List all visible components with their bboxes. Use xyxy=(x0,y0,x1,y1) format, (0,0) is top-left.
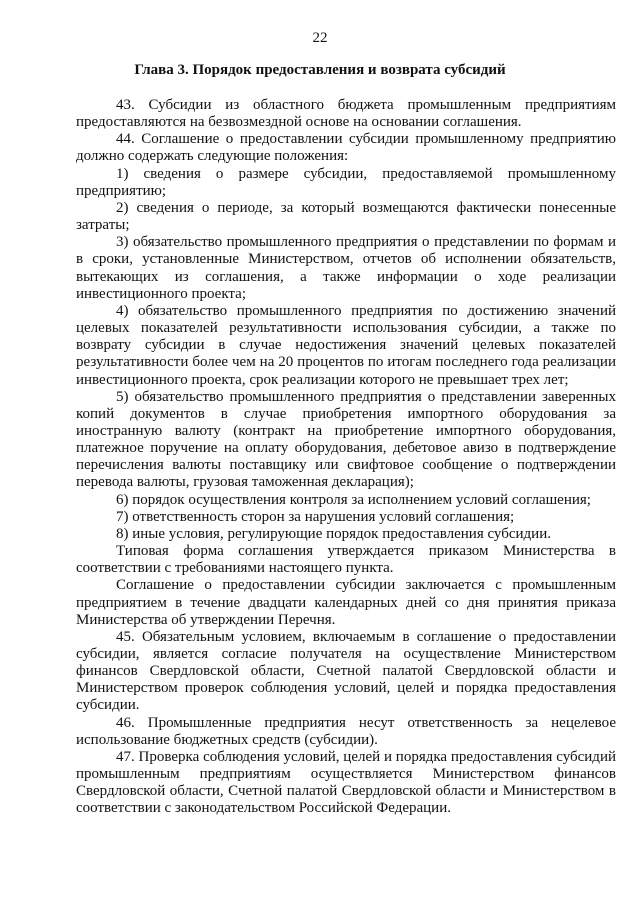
list-item-6: 6) порядок осуществления контроля за исполнением условий соглашения; xyxy=(116,491,591,508)
paragraph-agreement-term: Соглашение о предоставлении субсидии заключается с промышленным предприятием в течение двадцати календарных дней со дня принятия приказа Министерства об утверждении Перечня. xyxy=(76,577,616,628)
paragraph-typical-form: Типовая форма соглашения утверждается приказом Министерства в соответствии с требованиями настоящего пункта. xyxy=(76,543,616,577)
list-item-7: 7) ответственность сторон за нарушения условий соглашения; xyxy=(116,508,515,525)
list-item-5: 5) обязательство промышленного предприятия о представлении заверенных копий документов в случае приобретения импортного оборудования за иностранную валюту (контракт на приобретение импортного оборудования, платежное поручение на оплату оборудования, дебетовое авизо в подтверждение перечисления валюты поставщику или свифтовое сообщение о подтверждении перевода валюты, грузовая таможенная декларация); xyxy=(76,388,616,491)
page-number: 22 xyxy=(312,30,328,46)
list-item-8: 8) иные условия, регулирующие порядок предоставления субсидии. xyxy=(116,525,551,542)
list-item-3: 3) обязательство промышленного предприятия о представлении по формам и в сроки, установленные Министерством, отчетов об исполнении обязательств, вытекающих из соглашения, а также информации о ходе реализации инвестиционного проекта; xyxy=(76,234,616,302)
document-body xyxy=(76,97,616,818)
paragraph-45: 45. Обязательным условием, включаемым в соглашение о предоставлении субсидии, является согласие получателя на осуществление Министерством финансов Свердловской области, Счетной палатой Свердловской области и Министерством проверок соблюдения условий, целей и порядка предоставления субсидии. xyxy=(76,628,616,714)
paragraph-43: 43. Субсидии из областного бюджета промышленным предприятиям предоставляются на безвозмездной основе на основании соглашения. xyxy=(76,97,616,131)
paragraph-44: 44. Соглашение о предоставлении субсидии промышленному предприятию должно содержать следующие положения: xyxy=(76,131,616,165)
list-item-1: 1) сведения о размере субсидии, предоставляемой промышленному предприятию; xyxy=(76,165,616,199)
list-item-4: 4) обязательство промышленного предприятия по достижению значений целевых показателей результативности использования субсидии, а также по возврату субсидии в случае недостижения значений целевых показателей результативности более чем на 20 процентов по итогам последнего года реализации инвестиционного проекта, срок реализации которого не превышает трех лет; xyxy=(76,302,616,388)
paragraph-46: 46. Промышленные предприятия несут ответственность за нецелевое использование бюджетных средств (субсидии). xyxy=(76,714,616,748)
list-item-2: 2) сведения о периоде, за который возмещаются фактически понесенные затраты; xyxy=(76,199,616,234)
paragraph-47: 47. Проверка соблюдения условий, целей и порядка предоставления субсидий промышленным предприятиям осуществляется Министерством финансов Свердловской области, Счетной палатой Свердловской области и Министерством в соответствии с законодательством Российской Федерации. xyxy=(76,748,616,817)
chapter-heading: Глава 3. Порядок предоставления и возврата субсидий xyxy=(134,62,506,78)
